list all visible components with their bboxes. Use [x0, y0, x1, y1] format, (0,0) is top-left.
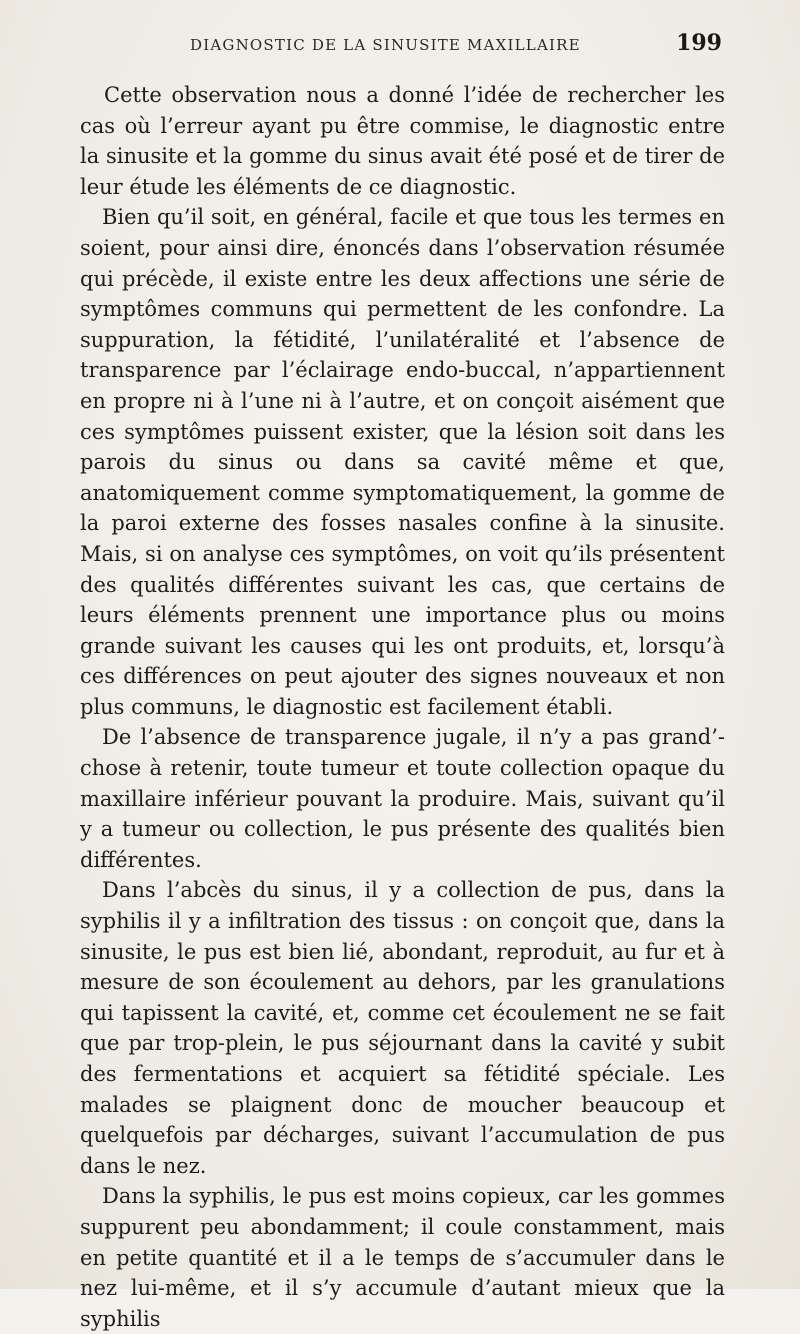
paragraph: De l’absence de transparence jugale, il n’y a pas grand’-chose à retenir, toute tumeur et toute collection opaque du maxillaire inférieur pouvant la produire. Mais, suivant qu’il y a tumeur ou collection, le pus présente des qualités bien différentes. — [80, 725, 725, 872]
paragraph: Dans la syphilis, le pus est moins copieux, car les gommes suppurent peu abondamment; il coule constamment, mais en petite quantité et il a le temps de s’accumuler dans le nez lui-même, et il s’y accumule d’autant mieux que la syphilis — [80, 1184, 725, 1331]
body-text — [80, 80, 725, 1334]
page-number: 199 — [676, 30, 722, 56]
paragraph: Dans l’abcès du sinus, il y a collection de pus, dans la syphilis il y a infiltration des tissus : on conçoit que, dans la sinusite, le pus est bien lié, abondant, reproduit, au fur et à mesure de son écoulement au dehors, par les granulations qui tapissent la cavité, et, comme cet écoulement ne se fait que par trop-plein, le pus séjournant dans la cavité y subit des fermentations et acquiert sa fétidité spéciale. Les malades se plaignent donc de moucher beaucoup et quelquefois par décharges, suivant l’accumulation de pus dans le nez. — [80, 878, 725, 1178]
paragraph: Cette observation nous a donné l’idée de rechercher les cas où l’erreur ayant pu être commise, le diagnostic entre la sinusite et la gomme du sinus avait été posé et de tirer de leur étude les éléments de ce diagnostic. — [80, 83, 725, 199]
running-title: DIAGNOSTIC DE LA SINUSITE MAXILLAIRE — [190, 36, 581, 54]
paragraph: Bien qu’il soit, en général, facile et que tous les termes en soient, pour ainsi dire, énoncés dans l’observation résumée qui précède, il existe entre les deux affections une série de symptômes communs qui permettent de les confondre. La suppuration, la fétidité, l’unilatéralité et l’absence de transparence par l’éclairage endo-buccal, n’appartiennent en propre ni à l’une ni à l’autre, et on conçoit aisément que ces symptômes puissent exister, que la lésion soit dans les parois du sinus ou dans sa cavité même et que, anatomiquement comme symptomatiquement, la gomme de la paroi externe des fosses nasales confine à la sinusite. Mais, si on analyse ces symptômes, on voit qu’ils présentent des qualités différentes suivant les cas, que certains de leurs éléments prennent une importance plus ou moins grande suivant les causes qui les ont produits, et, lorsqu’à ces différences on peut ajouter des signes nouveaux et non plus communs, le diagnostic est facilement établi. — [80, 205, 725, 719]
running-head — [190, 30, 730, 60]
